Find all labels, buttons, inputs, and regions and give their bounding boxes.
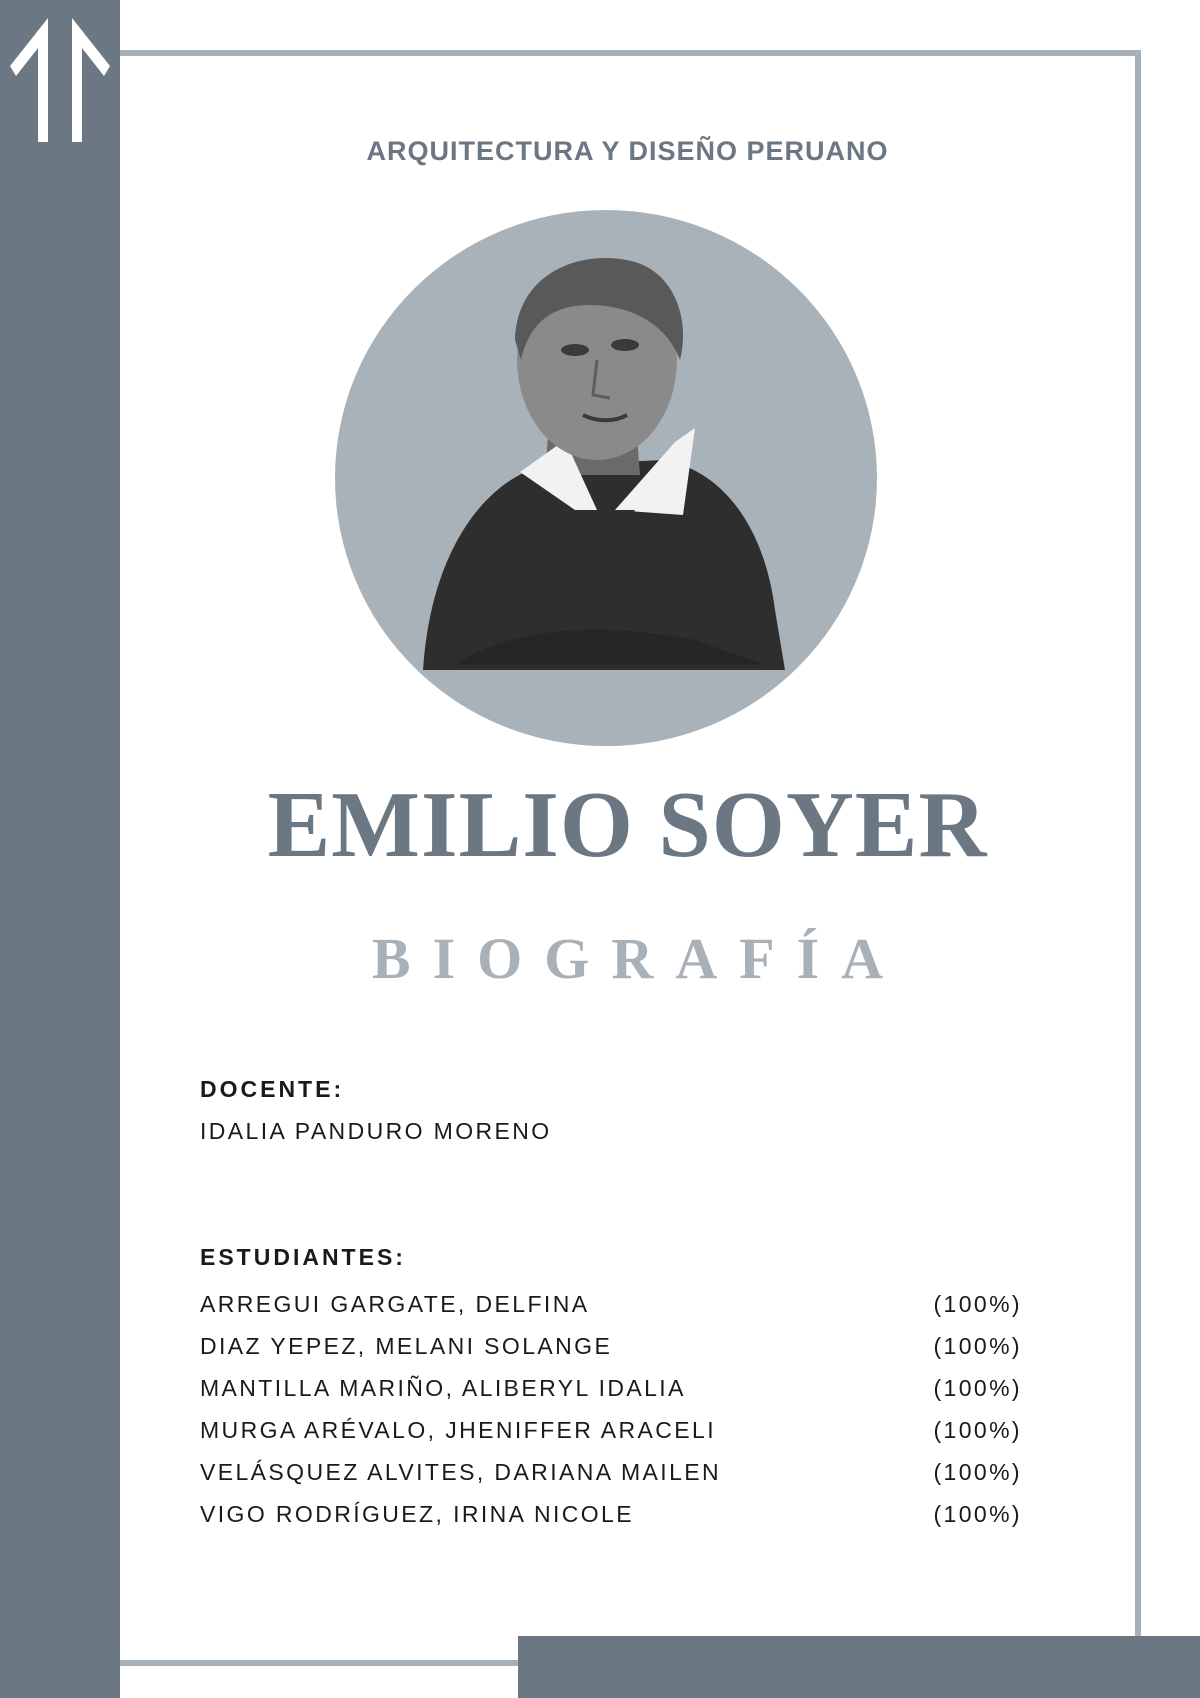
student-name: DIAZ YEPEZ, MELANI SOLANGE <box>200 1332 613 1359</box>
left-sidebar-band <box>0 0 120 1698</box>
student-name: VELÁSQUEZ ALVITES, DARIANA MAILEN <box>200 1458 722 1485</box>
student-name: ARREGUI GARGATE, DELFINA <box>200 1290 590 1317</box>
frame-right-line <box>1135 50 1141 1638</box>
list-item <box>200 1367 1022 1409</box>
student-name: MURGA ARÉVALO, JHENIFFER ARACELI <box>200 1416 717 1443</box>
list-item <box>200 1493 1022 1535</box>
teacher-name: IDALIA PANDURO MORENO <box>200 1118 552 1144</box>
student-name: MANTILLA MARIÑO, ALIBERYL IDALIA <box>200 1374 686 1401</box>
student-percent: (100%) <box>933 1500 1022 1527</box>
document-type-heading: BIOGRAFÍA <box>371 926 906 991</box>
student-percent: (100%) <box>933 1290 1022 1317</box>
student-percent: (100%) <box>933 1458 1022 1485</box>
list-item <box>200 1451 1022 1493</box>
list-item <box>200 1325 1022 1367</box>
list-item <box>200 1409 1022 1451</box>
student-name: VIGO RODRÍGUEZ, IRINA NICOLE <box>200 1500 634 1527</box>
header-subtitle: ARQUITECTURA Y DISEÑO PERUANO <box>366 136 889 166</box>
list-item <box>200 1283 1022 1325</box>
up-arrows-logo-icon <box>10 18 110 142</box>
frame-top-line <box>120 50 1141 56</box>
students-label: ESTUDIANTES: <box>200 1244 406 1270</box>
frame-bottom-line <box>120 1660 520 1666</box>
student-percent: (100%) <box>933 1416 1022 1443</box>
student-percent: (100%) <box>933 1374 1022 1401</box>
bottom-accent-block <box>518 1636 1200 1698</box>
students-list <box>200 1283 1022 1535</box>
teacher-label: DOCENTE: <box>200 1076 345 1102</box>
person-name-title: EMILIO SOYER <box>267 773 988 877</box>
portrait-photo <box>335 210 877 746</box>
student-percent: (100%) <box>933 1332 1022 1359</box>
